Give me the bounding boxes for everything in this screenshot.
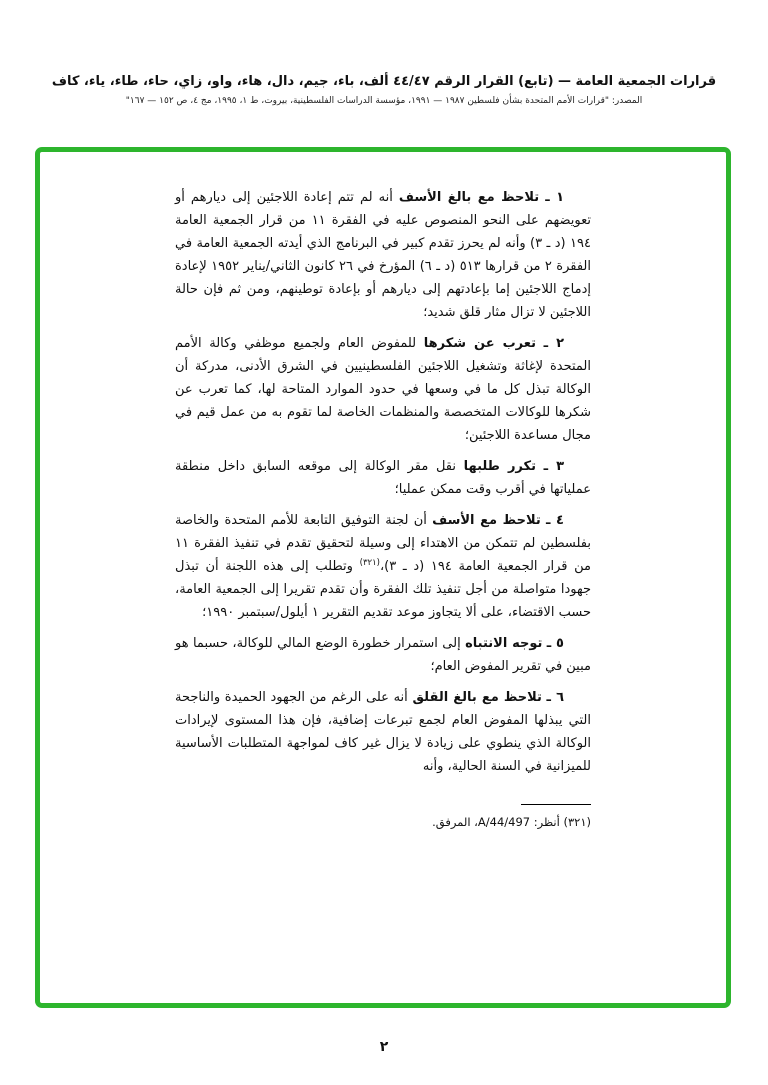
paragraph-lead: تكرر طلبها — [463, 459, 536, 474]
paragraph-text-continued: وتطلب إلى هذه اللجنة أن تبذل جهودا متواصلة من أجل تنفيذ تلك الفقرة وأن تقدم تقريرا إلى الجمعية العامة، حسب الاقتضاء، على ألا يتجاوز موعد تقديم التقرير ١ أيلول/سبتمبر ١٩٩٠؛ — [175, 559, 591, 620]
paragraph-text: أن لجنة التوفيق التابعة للأمم المتحدة والخاصة بفلسطين لم تتمكن من الاهتداء إلى وسيلة لتحقيق تقدم في تنفيذ الفقرة ١١ من قرار الجمعية العامة ١٩٤ (د ـ ٣)، — [175, 513, 591, 574]
paragraph-lead: تلاحظ مع بالغ الأسف — [398, 190, 540, 205]
footnote-ref-marker: (٣٢١) — [359, 558, 380, 568]
resolution-paragraph-6 — [175, 686, 591, 778]
resolution-paragraph-2 — [175, 332, 591, 447]
content-frame — [35, 147, 731, 1008]
resolution-paragraph-5 — [175, 632, 591, 678]
document-title: قرارات الجمعية العامة — (تابع) القرار الرقم ٤٤/٤٧ ألف، باء، جيم، دال، هاء، واو، زاي، حاء، طاء، ياء، كاف — [51, 74, 717, 89]
page-number: ٢ — [379, 1039, 389, 1055]
paragraph-text: إلى استمرار خطورة الوضع المالي للوكالة، حسبما هو مبين في تقرير المفوض العام؛ — [175, 636, 591, 674]
paragraph-text: أنه لم تتم إعادة اللاجئين إلى ديارهم أو تعويضهم على النحو المنصوص عليه في الفقرة ١١ من قرار الجمعية العامة ١٩٤ (د ـ ٣) وأنه لم يحرز تقدم كبير في البرنامج الذي أيدته الجمعية العامة في الفقرة ٢ من قرارها ٥١٣ (د ـ ٦) المؤرخ في ٢٦ كانون الثاني/يناير ١٩٥٢ لإعادة إدماج اللاجئين إما بإعادتهم إلى ديارهم أو بإعادة توطينهم، ومن ثم فإن حالة اللاجئين لا تزال مثار قلق شديد؛ — [175, 190, 592, 320]
footnote-separator-rule — [521, 804, 591, 805]
paragraph-number: ٢ ـ — [543, 336, 564, 351]
paragraph-lead: توجه الانتباه — [465, 636, 543, 651]
paragraph-number: ٤ ـ — [545, 513, 564, 528]
text-column — [175, 186, 591, 831]
paragraph-lead: تلاحظ مع بالغ القلق — [412, 690, 542, 705]
paragraph-number: ٣ ـ — [543, 459, 564, 474]
paragraph-number: ٥ ـ — [546, 636, 564, 651]
paragraph-text: نقل مقر الوكالة إلى موقعه السابق داخل منطقة عملياتها في أقرب وقت ممكن عمليا؛ — [175, 459, 591, 497]
paragraph-lead: تلاحظ مع الأسف — [432, 513, 541, 528]
paragraph-number: ٦ ـ — [546, 690, 564, 705]
paragraph-number: ١ ـ — [545, 190, 565, 205]
resolution-paragraph-1 — [175, 186, 591, 324]
paragraph-text: للمفوض العام ولجميع موظفي وكالة الأمم المتحدة لإغاثة وتشغيل اللاجئين الفلسطينيين في الشرق الأدنى، مدركة أن الوكالة تبذل كل ما في وسعها في حدود الموارد المتاحة لها، كما تعرب عن شكرها للوكالات المتخصصة والمنظمات الخاصة لما تقوم به من عمل قيم في مجال مساعدة اللاجئين؛ — [175, 336, 591, 443]
resolution-paragraph-4 — [175, 509, 591, 624]
paragraph-text: أنه على الرغم من الجهود الحميدة والناجحة التي يبذلها المفوض العام لجمع تبرعات إضافية، فإن هذا المستوى لإيرادات الوكالة الذي ينطوي على زيادة لا يزال غير كاف لمواجهة المتطلبات الأساسية للميزانية في السنة الحالية، وأنه — [175, 690, 591, 774]
document-header — [28, 74, 740, 106]
footnote-area — [175, 804, 591, 831]
paragraph-lead: تعرب عن شكرها — [423, 336, 536, 351]
document-source-line: المصدر: "قرارات الأمم المتحدة بشأن فلسطين ١٩٨٧ — ١٩٩١، مؤسسة الدراسات الفلسطينية، بيروت، ط ١، ١٩٩٥، مج ٤، ص ١٥٢ — ١٦٧" — [125, 96, 643, 106]
resolution-paragraph-3 — [175, 455, 591, 501]
footnote: (٣٢١) أنظر: A/44/497، المرفق. — [432, 815, 591, 829]
